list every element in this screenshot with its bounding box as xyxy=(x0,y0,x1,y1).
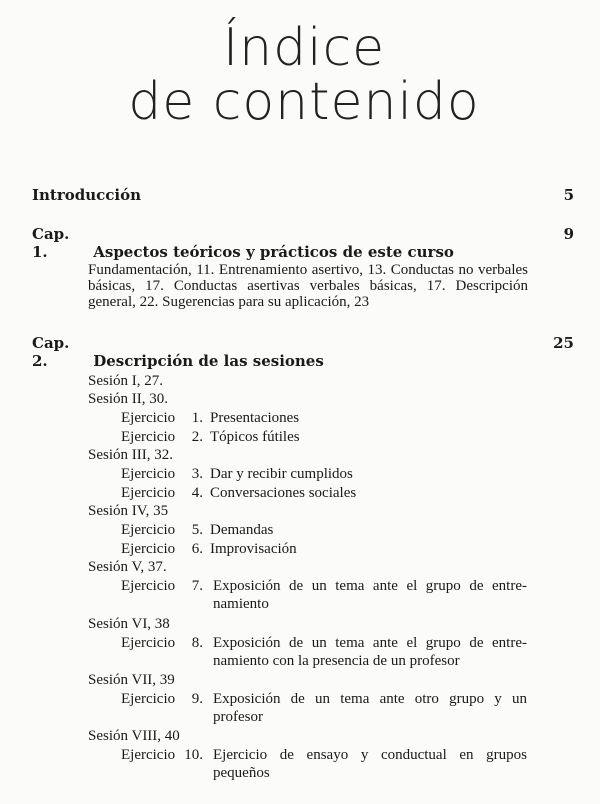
exercise-title: Exposición de un tema ante otro grupo y un profesor xyxy=(213,691,527,725)
exercise-title: Exposición de un tema ante el grupo de entre-namiento xyxy=(213,578,527,612)
exercise-entry xyxy=(121,690,210,708)
session-entry: Sesión VII, 39 xyxy=(88,672,175,688)
exercise-title: Conversaciones sociales xyxy=(210,485,357,501)
exercise-number: 3. xyxy=(191,466,203,482)
session-entry: Sesión IV, 35 xyxy=(88,503,169,519)
toc-entry-chapter-1 xyxy=(32,225,574,261)
session-entry: Sesión III, 32. xyxy=(88,447,173,463)
chapter-1-summary: Fundamentación, 11. Entrenamiento asertivo, 13. Conductas no verbales básicas, 17. Conductas asertivas verbales básicas, 17. Descripción general, 22. Sugerencias para su aplicación, 23 xyxy=(88,262,528,310)
page-title-line-1: Índice xyxy=(222,18,386,78)
toc-entry-introduction xyxy=(32,186,574,204)
exercise-entry xyxy=(121,465,353,483)
exercise-number: 9. xyxy=(191,691,203,707)
exercise-number: 1. xyxy=(191,410,203,426)
chapter-number: Cap. 1. xyxy=(32,225,70,261)
exercise-entry xyxy=(121,521,273,539)
exercise-entry xyxy=(121,409,299,427)
exercise-word: Ejercicio xyxy=(121,522,176,538)
exercise-entry xyxy=(121,428,300,446)
exercise-title: Ejercicio de ensayo y conductual en grupos pequeños xyxy=(213,747,527,781)
exercise-word: Ejercicio xyxy=(121,485,176,501)
session-entry: Sesión I, 27. xyxy=(88,373,163,389)
exercise-number: 4. xyxy=(191,485,203,501)
exercise-number: 2. xyxy=(191,429,203,445)
exercise-number: 10. xyxy=(184,747,203,763)
exercise-word: Ejercicio xyxy=(121,578,176,594)
exercise-title: Demandas xyxy=(210,522,274,538)
exercise-number: 5. xyxy=(191,522,203,538)
session-entry: Sesión II, 30. xyxy=(88,391,168,407)
exercise-number: 6. xyxy=(191,541,203,557)
exercise-entry xyxy=(121,577,210,595)
exercise-title: Tópicos fútiles xyxy=(210,429,300,445)
chapter-title: Descripción de las sesiones xyxy=(93,352,324,370)
page-title-line-2: de contenido xyxy=(128,72,480,132)
exercise-title: Exposición de un tema ante el grupo de entre-namiento con la presencia de un profesor xyxy=(213,635,527,669)
exercise-number: 8. xyxy=(191,635,203,651)
toc-page-number: 25 xyxy=(553,334,574,352)
session-entry: Sesión V, 37. xyxy=(88,559,167,575)
chapter-number: Cap. 2. xyxy=(32,334,70,370)
toc-page-number: 5 xyxy=(563,186,574,204)
toc-page-number: 9 xyxy=(563,225,574,243)
session-entry: Sesión VIII, 40 xyxy=(88,728,180,744)
exercise-number: 7. xyxy=(191,578,203,594)
session-entry: Sesión VI, 38 xyxy=(88,616,170,632)
exercise-title: Dar y recibir cumplidos xyxy=(210,466,353,482)
exercise-entry xyxy=(121,746,210,764)
exercise-entry xyxy=(121,634,210,652)
exercise-word: Ejercicio xyxy=(121,429,176,445)
exercise-word: Ejercicio xyxy=(121,691,176,707)
exercise-title: Presentaciones xyxy=(210,410,300,426)
exercise-word: Ejercicio xyxy=(121,466,176,482)
exercise-word: Ejercicio xyxy=(121,410,176,426)
toc-entry-label: Introducción xyxy=(32,186,142,204)
exercise-entry xyxy=(121,484,356,502)
exercise-word: Ejercicio xyxy=(121,541,176,557)
exercise-entry xyxy=(121,540,297,558)
chapter-title: Aspectos teóricos y prácticos de este curso xyxy=(93,243,454,261)
exercise-title: Improvisación xyxy=(210,541,297,557)
exercise-word: Ejercicio xyxy=(121,747,176,763)
toc-entry-chapter-2 xyxy=(32,334,574,370)
exercise-word: Ejercicio xyxy=(121,635,176,651)
